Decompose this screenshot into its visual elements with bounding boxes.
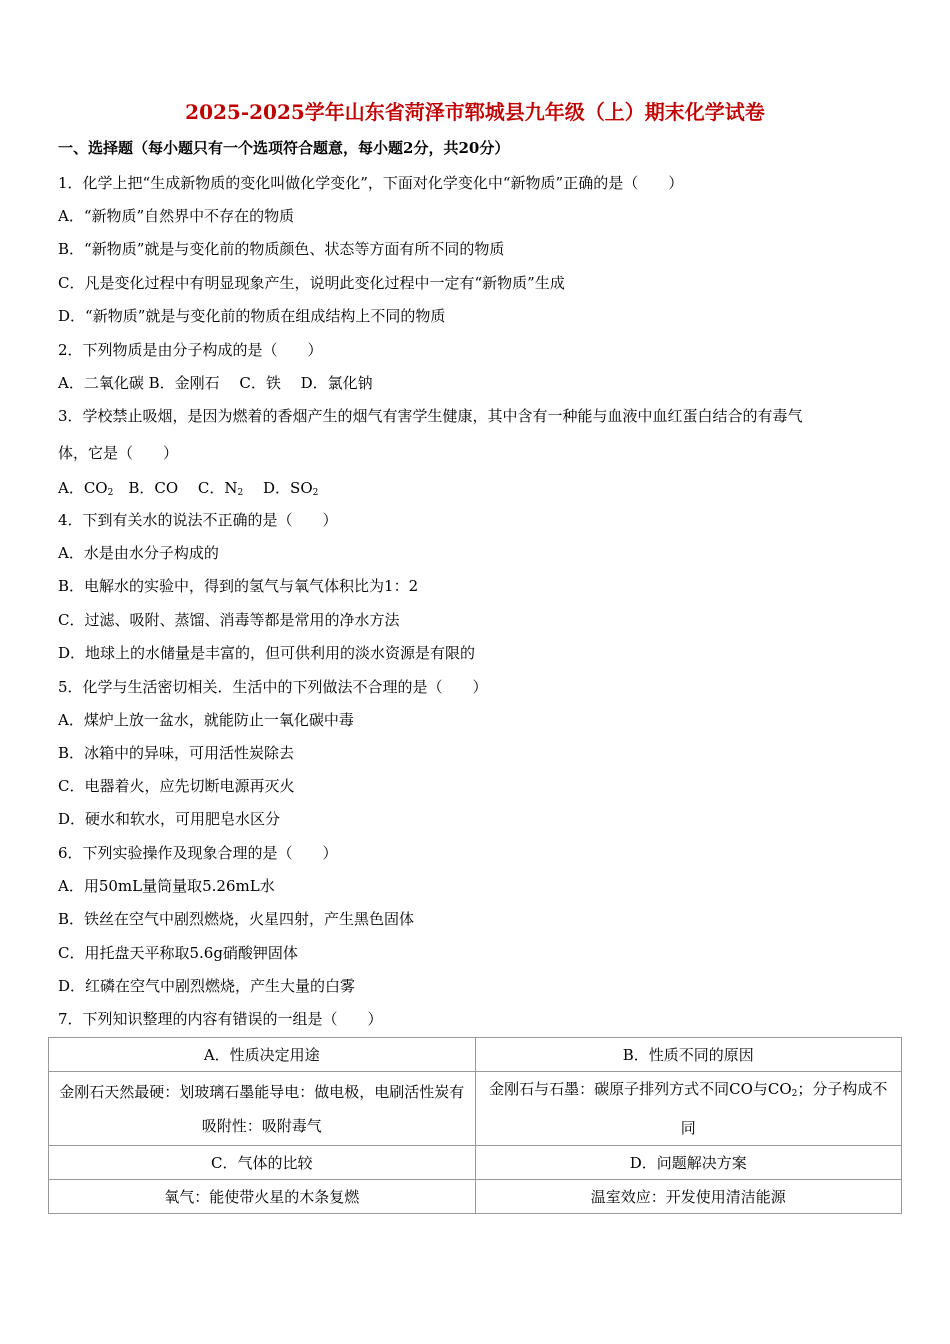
table-b-body-post: ；分子构成不同	[680, 1080, 888, 1137]
q4-option-b: B．电解水的实验中，得到的氢气与氧气体积比为1：2	[58, 577, 419, 595]
table-b-body	[475, 1072, 902, 1146]
table-a-heading: A．性质决定用途	[49, 1038, 476, 1072]
table-d-body: 温室效应：开发使用清洁能源	[475, 1180, 902, 1214]
q1-option-b: B．“新物质”就是与变化前的物质颜色、状态等方面有所不同的物质	[58, 240, 505, 258]
q3-d-sub: 2	[312, 488, 319, 498]
q7-stem: 7．下列知识整理的内容有错误的一组是（ ）	[58, 1010, 383, 1028]
q3-stem-line2: 体，它是（ ）	[58, 444, 179, 462]
table-b-body-sub: 2	[791, 1089, 798, 1099]
q3-a-sub: 2	[107, 488, 114, 498]
q6-option-d: D．红磷在空气中剧烈燃烧，产生大量的白雾	[58, 977, 356, 995]
table-b-body-text: 金刚石与石墨：碳原子排列方式不同CO与CO	[489, 1080, 792, 1098]
q4-option-d: D．地球上的水储量是丰富的，但可供利用的淡水资源是有限的	[58, 644, 476, 662]
q3-a: A．CO	[58, 479, 108, 497]
q4-stem: 4．下到有关水的说法不正确的是（ ）	[58, 511, 338, 529]
q6-stem: 6．下列实验操作及现象合理的是（ ）	[58, 844, 338, 862]
table-c-body: 氧气：能使带火星的木条复燃	[49, 1180, 476, 1214]
q7-knowledge-table	[48, 1037, 902, 1214]
q3-b-c: B．CO C．N	[113, 479, 238, 497]
q3-d: D．SO	[243, 479, 313, 497]
q1-option-a: A．“新物质”自然界中不存在的物质	[58, 207, 295, 225]
q6-option-b: B．铁丝在空气中剧烈燃烧，火星四射，产生黑色固体	[58, 910, 415, 928]
table-c-heading: C．气体的比较	[49, 1146, 476, 1180]
q1-option-c: C．凡是变化过程中有明显现象产生，说明此变化过程中一定有“新物质”生成	[58, 274, 565, 292]
q3-c-sub: 2	[237, 488, 244, 498]
section-heading: 一、选择题（每小题只有一个选项符合题意，每小题2分，共20分）	[58, 139, 510, 157]
table-d-heading: D．问题解决方案	[475, 1146, 902, 1180]
q2-stem: 2．下列物质是由分子构成的是（ ）	[58, 341, 323, 359]
q5-option-d: D．硬水和软水，可用肥皂水区分	[58, 810, 281, 828]
q6-option-c: C．用托盘天平称取5.6g硝酸钾固体	[58, 944, 298, 962]
q5-option-c: C．电器着火，应先切断电源再灭火	[58, 777, 295, 795]
table-a-body: 金刚石天然最硬：划玻璃石墨能导电：做电极，电刷活性炭有吸附性：吸附毒气	[49, 1072, 476, 1146]
q5-option-b: B．冰箱中的异味，可用活性炭除去	[58, 744, 295, 762]
table-b-heading: B．性质不同的原因	[475, 1038, 902, 1072]
page-title: 2025-2025学年山东省菏泽市郓城县九年级（上）期末化学试卷	[185, 100, 765, 124]
q1-option-d: D．“新物质”就是与变化前的物质在组成结构上不同的物质	[58, 307, 446, 325]
q3-options	[58, 477, 318, 498]
q5-option-a: A．煤炉上放一盆水，就能防止一氧化碳中毒	[58, 711, 354, 729]
q4-option-a: A．水是由水分子构成的	[58, 544, 219, 562]
q3-stem-line1: 3．学校禁止吸烟，是因为燃着的香烟产生的烟气有害学生健康，其中含有一种能与血液中血红蛋白结合的有毒气	[58, 407, 803, 425]
q2-options: A．二氧化碳 B．金刚石 C．铁 D．氯化钠	[58, 374, 373, 392]
q4-option-c: C．过滤、吸附、蒸馏、消毒等都是常用的净水方法	[58, 611, 400, 629]
q5-stem: 5．化学与生活密切相关．生活中的下列做法不合理的是（ ）	[58, 678, 488, 696]
q6-option-a: A．用50mL量筒量取5.26mL水	[58, 877, 275, 895]
q1-stem: 1．化学上把“生成新物质的变化叫做化学变化”，下面对化学变化中“新物质”正确的是（ ）	[58, 174, 684, 192]
